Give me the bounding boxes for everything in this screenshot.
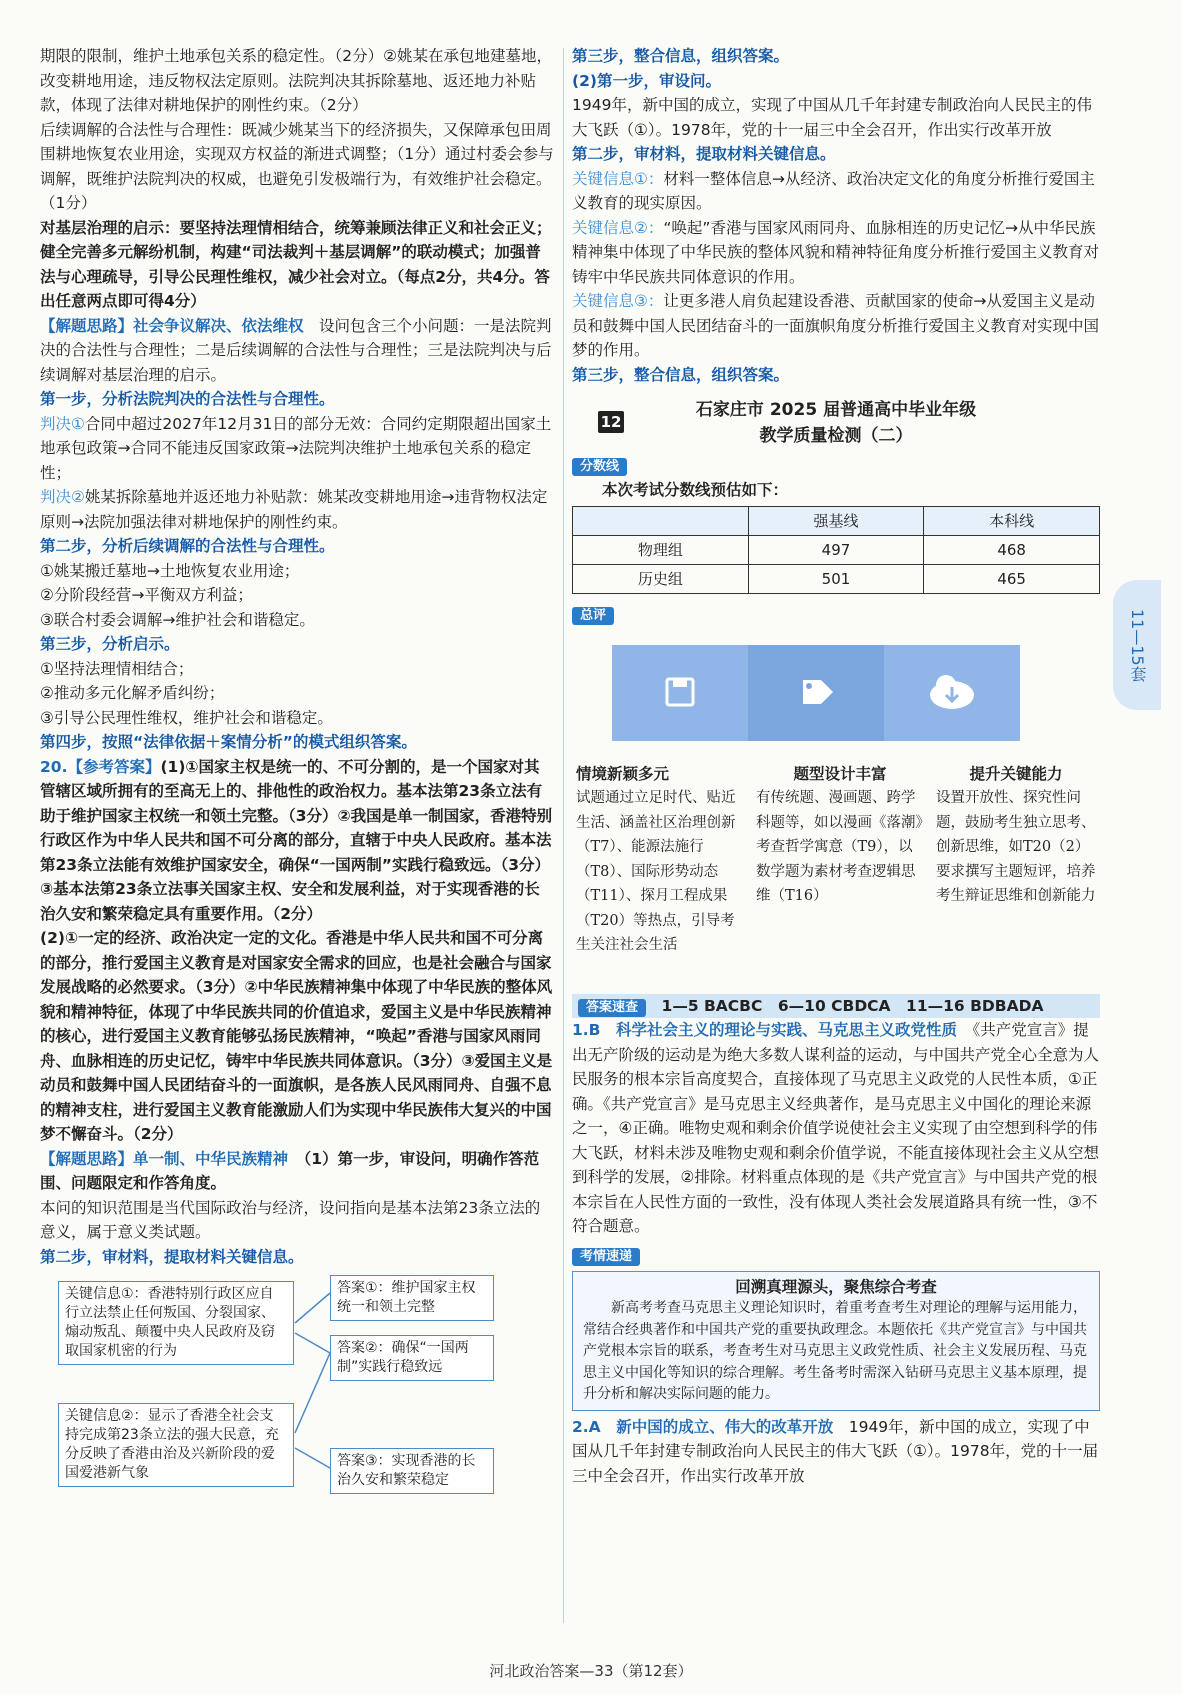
banner-panel xyxy=(884,645,1020,741)
column-divider xyxy=(563,48,564,1623)
table-header: 本科线 xyxy=(924,507,1100,536)
trend-text: 新高考考查马克思主义理论知识时，着重考查考生对理论的理解与运用能力，常结合经典著作和中国共产党的重要执政理念。本题依托《共产党宣言》与中国共产党根本宗旨的联系，考查考生对马克思主义政党性质、社会主义发展历程、马克思主义中国化等知识的综合理解。考生备考时需深入钻研马克思主义基本原理，提升分析和解决实际问题的能力。 xyxy=(583,1300,1087,1402)
step-heading: 第二步，审材料，提取材料关键信息。 xyxy=(572,145,836,163)
step-heading: 第四步，按照“法律依据＋案情分析”的模式组织答案。 xyxy=(40,733,417,751)
answer-1: 答案①：维护国家主权统一和领土完整 xyxy=(330,1275,494,1321)
key-info: 关键信息①：材料一整体信息→从经济、政治决定文化的角度分析推行爱国主义教育的现实原因。 xyxy=(572,169,1095,212)
feature-text: 有传统题、漫画题、跨学科题等，如以漫画《落潮》考查哲学寓意（T9），以数学题为素材考查逻辑思维（T16） xyxy=(756,790,923,904)
arrow xyxy=(295,1448,330,1468)
answer-tag: 答案速查 xyxy=(578,999,646,1017)
q2-explanation: 2.A 新中国的成立、伟大的改革开放 1949年，新中国的成立，实现了中国从几千年封建专制政治向人民民主的伟大飞跃（①）。1978年，党的十一届三中全会召开，作出实行改革开放 xyxy=(572,1417,1099,1485)
judge1: 判决①合同中超过2027年12月31日的部分无效：合同约定期限超出国家土地承包政策→合同不能违反国家政策→法院判决维护土地承包关系的稳定性； xyxy=(40,414,552,482)
step-heading: (2)第一步，审设问。 xyxy=(572,71,721,90)
list-item: ③引导公民理性维权，维护社会和谐稳定。 xyxy=(40,708,333,727)
table-cell: 501 xyxy=(748,565,924,594)
key-info-1: 关键信息①：香港特别行政区应自行立法禁止任何叛国、分裂国家、煽动叛乱、颠覆中央人民政府及窃取国家机密的行为 xyxy=(58,1281,294,1365)
arrow xyxy=(295,1353,330,1433)
list-item: ③联合村委会调解→维护社会和谐稳定。 xyxy=(40,610,315,629)
score-tag: 分数线 xyxy=(572,458,627,476)
para: 1949年，新中国的成立，实现了中国从几千年封建专制政治向人民民主的伟大飞跃（①）。1978年，党的十一届三中全会召开，作出实行改革开放 xyxy=(572,96,1092,139)
q20-answer: 20.【参考答案】(1)①国家主权是统一的、不可分割的，是一个国家对其管辖区域所拥有的至高无上的、排他性的政治权力。基本法第23条立法有助于维护国家主权统一和领土完整。（3分）②我国是单一制国家，香港特别行政区作为中华人民共和国不可分离的部分，直辖于中央人民政府。基本法第23条立法能有效维护国家安全，确保“一国两制”实践行稳致远。（3分）③基本法第23条立法事关国家主权、安全和发展利益，对于实现香港的长治久安和繁荣稳定具有重要作用。（2分） xyxy=(40,757,553,923)
answer-2: 答案②：确保“一国两制”实践行稳致远 xyxy=(330,1335,494,1381)
key-info-diagram xyxy=(40,1273,555,1505)
para: 后续调解的合法性与合理性：既减少姚某当下的经济损失，又保障承包田周围耕地恢复农业用途，实现双方权益的渐进式调整；（1分）通过村委会参与调解，既维护法院判决的权威，也避免引发极端行为，有效维护社会稳定。（1分） xyxy=(40,120,554,212)
table-cell: 497 xyxy=(748,536,924,565)
review-section xyxy=(572,602,1100,990)
score-section xyxy=(572,453,1100,594)
score-intro: 本次考试分数线预估如下： xyxy=(602,480,789,499)
right-column xyxy=(572,44,1100,1488)
list-item: ②推动多元化解矛盾纠纷； xyxy=(40,684,225,702)
arrow xyxy=(295,1293,330,1323)
table-row xyxy=(573,565,1100,594)
think2: 【解题思路】单一制、中华民族精神 （1）第一步，审设问，明确作答范围、问题限定和作答角度。 xyxy=(40,1149,540,1192)
q1-explanation: 1.B 科学社会主义的理论与实践、马克思主义政党性质 《共产党宣言》提出无产阶级的运动是为绝大多数人谋利益的运动，与中国共产党全心全意为人民服务的根本宗旨高度契合，直接体现了马克思主义政党的人民性本质，①正确。《共产党宣言》是马克思主义经典著作，是马克思主义中国化的理论来源之一，④正确。唯物史观和剩余价值学说使社会主义实现了由空想到科学的伟大飞跃，材料未涉及唯物史观和剩余价值学说，不能直接体现社会主义从空想到科学的发展，②排除。材料重点体现的是《共产党宣言》与中国共产党的根本宗旨在人民性方面的一致性，没有体现人类社会发展道路具有统一性，③不符合题意。 xyxy=(572,1021,1100,1235)
feature-1 xyxy=(576,762,746,958)
key-info: 关键信息③：让更多港人肩负起建设香港、贡献国家的使命→从爱国主义是动员和鼓舞中国人民团结奋斗的一面旗帜角度分析推行爱国主义教育对实现中国梦的作用。 xyxy=(572,292,1100,359)
feature-title: 提升关键能力 xyxy=(969,763,1063,783)
feature-title: 情境新颖多元 xyxy=(576,763,670,783)
score-table xyxy=(572,506,1100,594)
answers: 1—5 BACBC 6—10 CBDCA 11—16 BDBADA xyxy=(661,996,1044,1015)
table-cell: 历史组 xyxy=(573,565,749,594)
answer-key xyxy=(572,994,1100,1019)
features xyxy=(572,762,1100,990)
step-heading: 第三步，整合信息，组织答案。 xyxy=(572,47,790,65)
review-banner xyxy=(572,637,1100,752)
exam-number: 12 xyxy=(598,411,624,433)
section-side-tab: 11—15套 xyxy=(1113,580,1161,710)
para: 期限的限制，维护土地承包关系的稳定性。（2分）②姚某在承包地建墓地，改变耕地用途，违反物权法定原则。法院判决其拆除墓地、返还地力补贴款，体现了法律对耕地保护的刚性约束。（2分） xyxy=(40,47,553,114)
list-item: ②分阶段经营→平衡双方利益； xyxy=(40,586,253,604)
feature-3 xyxy=(936,762,1096,909)
exam-title-1: 石家庄市 2025 届普通高中毕业年级 xyxy=(695,400,977,420)
feature-text: 试题通过立足时代、贴近生活、涵盖社区治理创新（T7）、能源法施行（T8）、国际形势动态（T11）、探月工程成果（T20）等热点，引导考生关注社会生活 xyxy=(576,790,736,953)
answer-3: 答案③：实现香港的长治久安和繁荣稳定 xyxy=(330,1448,494,1494)
feature-text: 设置开放性、探究性问题，鼓励考生独立思考、创新思维，如T20（2）要求撰写主题短评，培养考生辩证思维和创新能力 xyxy=(936,790,1096,904)
feature-2 xyxy=(756,762,924,909)
trend-tag: 考情速递 xyxy=(572,1248,640,1266)
step-heading: 第三步，整合信息，组织答案。 xyxy=(572,365,790,384)
banner-panel xyxy=(612,645,748,741)
para: 本问的知识范围是当代国际政治与经济，设问指向是基本法第23条立法的意义，属于意义类试题。 xyxy=(40,1198,541,1241)
key-info-2: 关键信息②：显示了香港全社会支持完成第23条立法的强大民意，充分反映了香港由治及兴新阶段的爱国爱港新气象 xyxy=(58,1403,294,1487)
q20-answer-2: (2)①一定的经济、政治决定一定的文化。香港是中华人民共和国不可分离的部分，推行爱国主义教育是对国家安全需求的回应，也是社会融合与国家发展战略的必然要求。（3分）②中华民族精神集中体现了中华民族的整体风貌和精神特征，体现了中华民族共同的价值追求，爱国主义是中华民族精神的核心，进行爱国主义教育能够弘扬民族精神，“唤起”香港与国家风雨同舟、血脉相连的历史记忆，铸牢中华民族共同体意识。（3分）③爱国主义是动员和鼓舞中国人民团结奋斗的一面旗帜，是各族人民风雨同舟、自强不息的精神支柱，进行爱国主义教育能激励人们为实现中华民族伟大复兴的中国梦不懈奋斗。（2分） xyxy=(40,929,553,1143)
page-footer: 河北政治答案—33（第12套） xyxy=(489,1662,693,1680)
arrow xyxy=(295,1333,330,1353)
step-heading: 第二步，审材料，提取材料关键信息。 xyxy=(40,1247,304,1266)
key-info: 关键信息②：“唤起”香港与国家风雨同舟、血脉相连的历史记忆→从中华民族精神集中体现了中华民族的整体风貌和精神特征角度分析推行爱国主义教育对铸牢中华民族共同体意识的作用。 xyxy=(572,218,1100,286)
table-cell: 物理组 xyxy=(573,536,749,565)
table-cell: 468 xyxy=(924,536,1100,565)
cloud-download-icon xyxy=(884,645,1020,741)
step-heading: 第三步，分析启示。 xyxy=(40,635,180,653)
tag-icon xyxy=(748,645,884,741)
step-heading: 第一步，分析法院判决的合法性与合理性。 xyxy=(40,390,335,408)
left-column xyxy=(40,44,555,1505)
review-tag: 总评 xyxy=(572,607,614,625)
table-header xyxy=(573,507,749,536)
save-icon xyxy=(612,645,748,741)
trend-section xyxy=(572,1243,1100,1411)
feature-title: 题型设计丰富 xyxy=(793,763,887,783)
list-item: ①坚持法理情相结合； xyxy=(40,659,194,678)
table-row xyxy=(573,536,1100,565)
exam-header xyxy=(572,397,1100,449)
trend-title: 回溯真理源头，聚焦综合考查 xyxy=(735,1278,937,1296)
exam-title-2: 教学质量检测（二） xyxy=(759,426,913,446)
think1: 【解题思路】社会争议解决、依法维权 设问包含三个小问题：一是法院判决的合法性与合理性；二是后续调解的合法性与合理性；三是法院判决与后续调解对基层治理的启示。 xyxy=(40,316,552,384)
list-item: ①姚某搬迁墓地→土地恢复农业用途； xyxy=(40,561,300,580)
table-header: 强基线 xyxy=(748,507,924,536)
trend-box xyxy=(572,1271,1100,1411)
step-heading: 第二步，分析后续调解的合法性与合理性。 xyxy=(40,537,335,555)
banner-panel xyxy=(748,645,884,741)
para: 对基层治理的启示：要坚持法理情相结合，统筹兼顾法律正义和社会正义；健全完善多元解纷机制，构建“司法裁判＋基层调解”的联动模式；加强普法与心理疏导，引导公民理性维权，减少社会对立。（每点2分，共4分。答出任意两点即可得4分） xyxy=(40,218,552,310)
judge2: 判决②姚某拆除墓地并返还地力补贴款：姚某改变耕地用途→违背物权法定原则→法院加强法律对耕地保护的刚性约束。 xyxy=(40,488,548,531)
table-cell: 465 xyxy=(924,565,1100,594)
